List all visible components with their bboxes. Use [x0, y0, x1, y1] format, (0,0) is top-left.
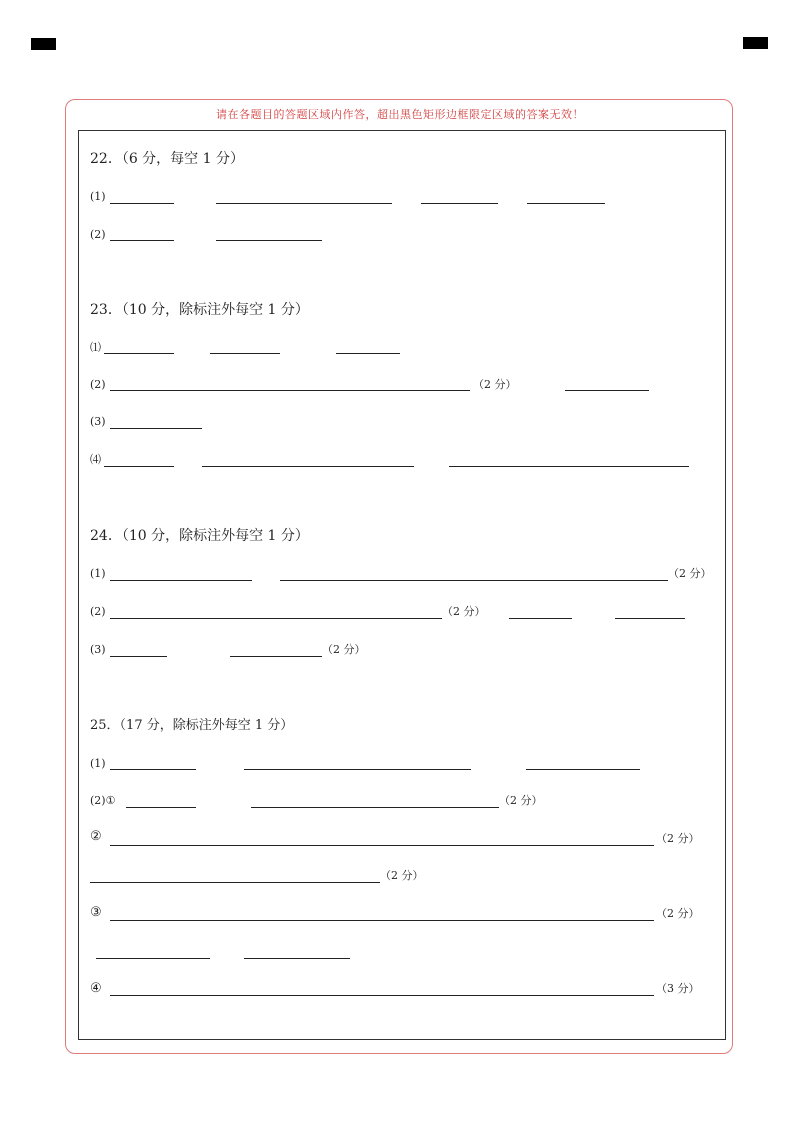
q23-title: 23．（10 分，除标注外每空 1 分） [90, 302, 309, 318]
q23-part4-label: ⑷ [90, 453, 101, 466]
q24-3-blank-b[interactable] [230, 656, 322, 657]
q24-2-blank-b[interactable] [509, 618, 572, 619]
q23-4-blank-a[interactable] [104, 466, 174, 467]
q24-3-blank-a[interactable] [110, 656, 167, 657]
q23-2-blank-a[interactable] [110, 390, 470, 391]
q22-part1-label: (1) [90, 190, 106, 203]
q23-2-blank-b[interactable] [565, 390, 649, 391]
q22-1-blank-d[interactable] [527, 203, 605, 204]
q23-4-blank-c[interactable] [449, 466, 689, 467]
q24-part3-label: (3) [90, 643, 106, 656]
q22-2-blank-b[interactable] [216, 240, 322, 241]
q25-2-2-blank-b[interactable] [90, 882, 380, 883]
q23-4-blank-b[interactable] [202, 466, 414, 467]
registration-mark-left [31, 38, 56, 50]
q25-2-2-blank-a[interactable] [110, 845, 654, 846]
q22-1-blank-c[interactable] [421, 203, 498, 204]
q24-2-blank-a[interactable] [110, 618, 442, 619]
q25-2-3-blank-a[interactable] [110, 920, 654, 921]
q24-part2-label: (2) [90, 605, 106, 618]
answer-notice: 请在各题目的答题区域内作答，超出黑色矩形边框限定区域的答案无效！ [216, 108, 584, 121]
q22-title: 22．（6 分，每空 1 分） [90, 151, 244, 167]
q25-circle3-label: ③ [90, 905, 102, 920]
q23-2-points: （2 分） [473, 378, 517, 391]
q25-2-3-points: （2 分） [656, 907, 700, 920]
q23-3-blank-a[interactable] [110, 428, 202, 429]
q25-2-2-points: （2 分） [656, 832, 700, 845]
q25-title: 25．（17 分，除标注外每空 1 分） [90, 718, 294, 733]
q23-part1-label: ⑴ [90, 341, 101, 354]
q23-part2-label: (2) [90, 378, 106, 391]
q25-1-blank-b[interactable] [244, 769, 471, 770]
q23-1-blank-b[interactable] [210, 353, 280, 354]
q22-1-blank-a[interactable] [110, 203, 174, 204]
q23-part3-label: (3) [90, 415, 106, 428]
q24-2-points: （2 分） [442, 605, 486, 618]
q25-1-blank-c[interactable] [526, 769, 640, 770]
q25-2-4-points: （3 分） [656, 982, 700, 995]
q25-2-3-blank-b[interactable] [96, 958, 210, 959]
q24-part1-label: (1) [90, 567, 106, 580]
q24-1-points: （2 分） [668, 567, 712, 580]
q25-2-4-blank-a[interactable] [110, 995, 654, 996]
q25-2-3-blank-c[interactable] [244, 958, 350, 959]
q25-2-2b-points: （2 分） [380, 869, 424, 882]
q24-1-blank-b[interactable] [280, 580, 668, 581]
q25-2-1-blank-a[interactable] [126, 807, 196, 808]
q24-3-points: （2 分） [322, 643, 366, 656]
q24-1-blank-a[interactable] [110, 580, 252, 581]
q25-1-blank-a[interactable] [110, 769, 196, 770]
q22-2-blank-a[interactable] [110, 240, 174, 241]
q22-1-blank-b[interactable] [216, 203, 392, 204]
q25-circle4-label: ④ [90, 981, 102, 996]
answer-area-inner-border [78, 130, 726, 1040]
q23-1-blank-a[interactable] [104, 353, 174, 354]
q24-2-blank-c[interactable] [615, 618, 685, 619]
q25-2-1-blank-b[interactable] [251, 807, 499, 808]
q24-title: 24．（10 分，除标注外每空 1 分） [90, 528, 309, 544]
q25-circle2-label: ② [90, 829, 102, 844]
q22-part2-label: (2) [90, 228, 106, 241]
registration-mark-right [743, 37, 768, 49]
q25-part1-label: (1) [90, 757, 106, 770]
q25-2-1-points: （2 分） [499, 794, 543, 807]
q23-1-blank-c[interactable] [336, 353, 400, 354]
q25-part2-label: (2)① [90, 794, 116, 807]
